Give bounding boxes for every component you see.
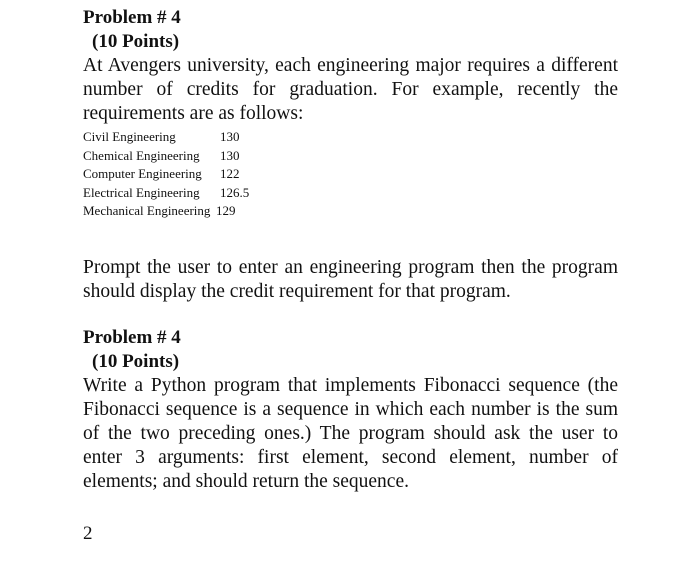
- page-number: 2: [83, 522, 93, 544]
- problem-2-heading: Problem # 4: [83, 326, 181, 348]
- program-credits: 130: [220, 129, 240, 144]
- problem-1-prompt: Prompt the user to enter an engineering program then the program should display the credit requirement for that program.: [83, 256, 618, 302]
- problem-2-description: Write a Python program that implements Fibonacci sequence (the Fibonacci sequence is a sequence in which each number is the sum of the two preceding ones.) The program should ask the user to enter 3 arguments: first element, second element, number of elements; and should return the sequence.: [83, 374, 618, 492]
- program-credits: 129: [216, 203, 236, 218]
- requirement-row: [83, 184, 618, 203]
- document-page: [83, 6, 618, 546]
- requirement-row: [83, 128, 618, 147]
- requirement-row: [83, 202, 618, 221]
- spacer: [83, 304, 618, 326]
- requirement-row: [83, 165, 618, 184]
- program-credits: 130: [220, 147, 240, 163]
- spacer: [83, 494, 618, 522]
- program-name: Chemical Engineering: [83, 147, 200, 163]
- problem-2-points: (10 Points): [92, 350, 180, 372]
- program-name: Civil Engineering: [83, 129, 176, 144]
- problem-1-intro: At Avengers university, each engineering major requires a different number of credits for graduation. For example, recently the requirements are as follows:: [83, 55, 618, 124]
- program-name: Computer Engineering: [83, 166, 202, 181]
- program-credits: 122: [220, 166, 240, 181]
- spacer: [83, 221, 618, 256]
- credit-requirements-table: [83, 128, 618, 221]
- problem-1-points: (10 Points): [92, 31, 180, 52]
- program-name: Mechanical Engineering: [83, 203, 211, 218]
- program-credits: 126.5: [220, 184, 250, 200]
- requirement-row: [83, 147, 618, 166]
- program-name: Electrical Engineering: [83, 184, 200, 200]
- problem-1-heading: Problem # 4: [83, 7, 181, 28]
